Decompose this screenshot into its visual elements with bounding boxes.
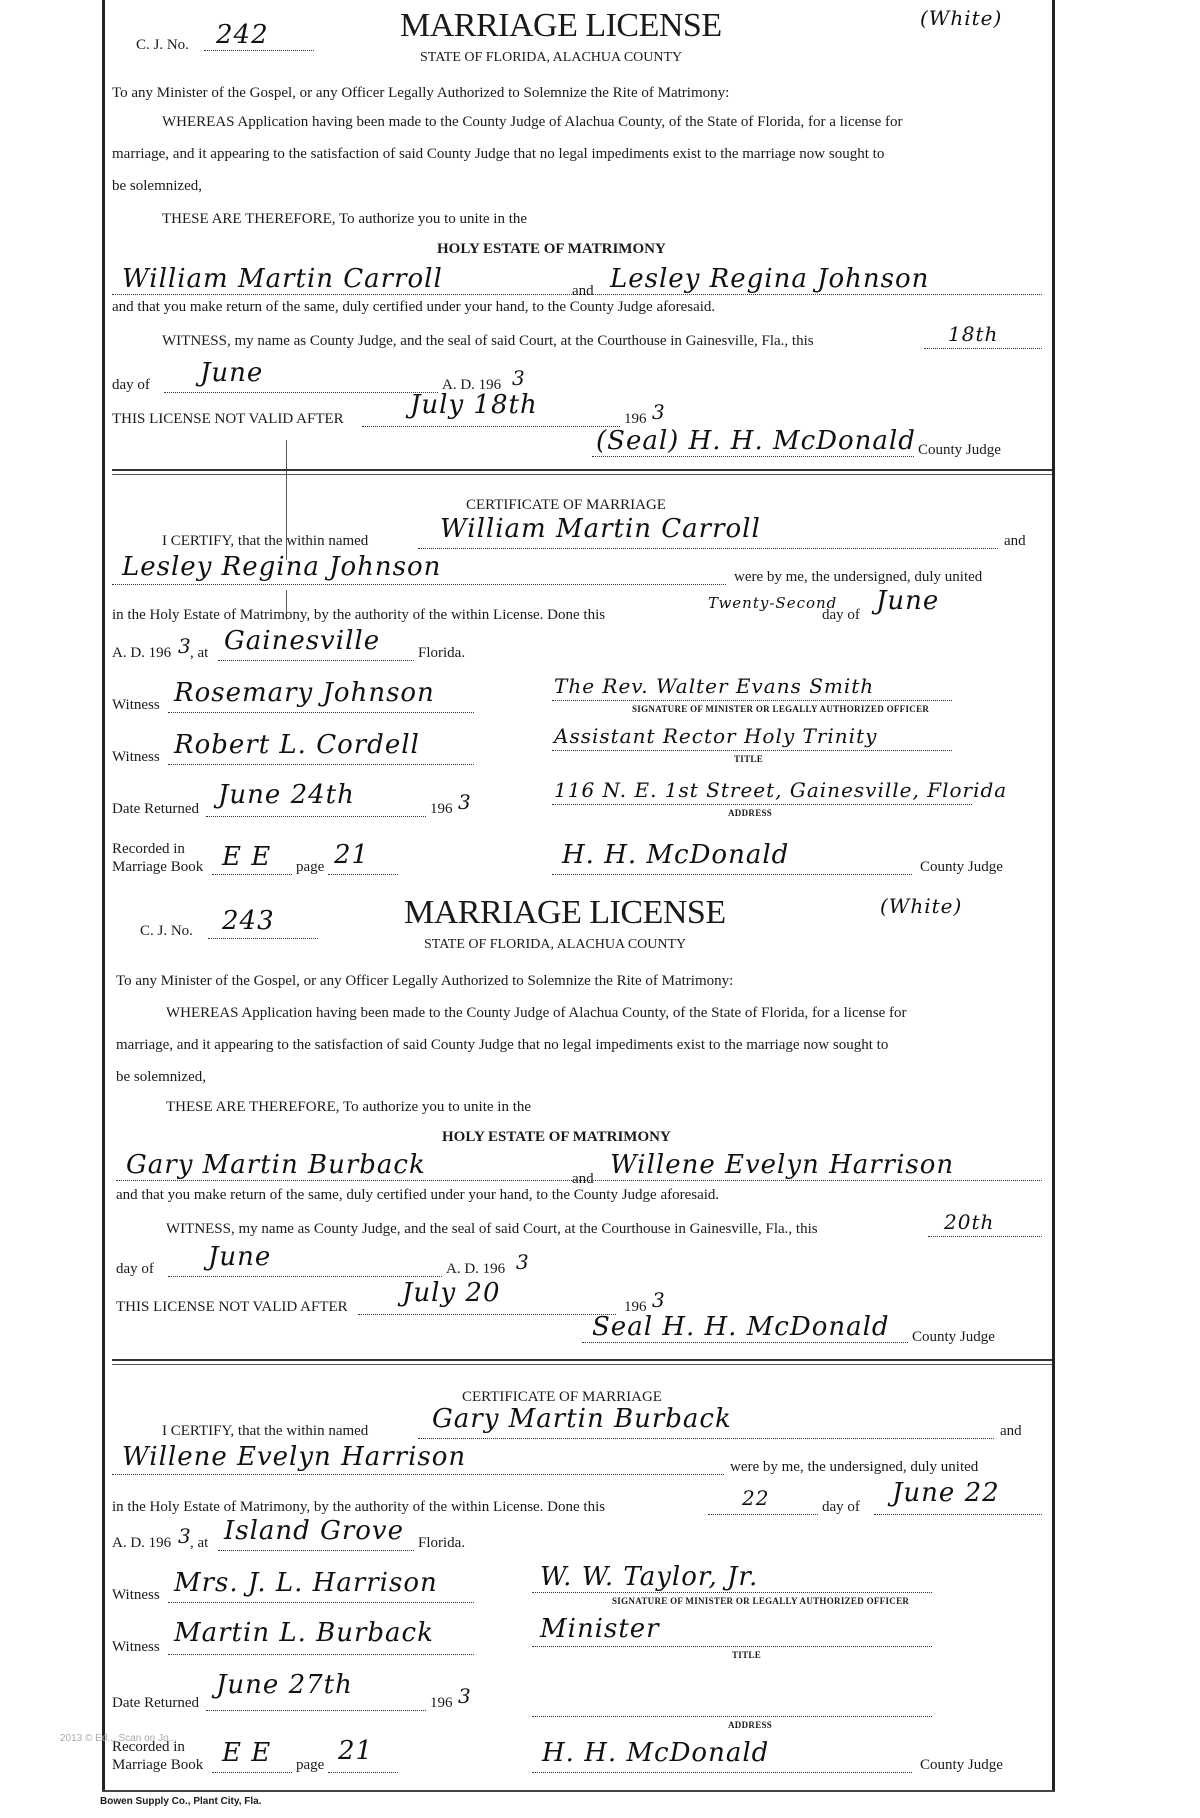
issue-day: 20th [944,1210,995,1234]
expiry-year-digit: 3 [652,1288,666,1312]
license-subtitle: STATE OF FLORIDA, ALACHUA COUNTY [420,50,683,65]
and-word: and [572,1171,594,1187]
blank-line [874,1514,1042,1515]
race-note: (White) [880,894,963,918]
whereas-line-1: WHEREAS Application having been made to the County Judge of Alachua County, of the State of Florida, for a license for [162,114,903,130]
book: E E [222,1738,272,1768]
witness-2: Robert L. Cordell [174,730,420,760]
date-returned: June 24th [218,780,355,810]
blank-line [204,50,314,51]
blank-line [206,1710,426,1711]
address-line: To any Minister of the Gospel, or any Officer Legally Authorized to Solemnize the Rite of Matrimony: [116,973,734,989]
cj-number: 243 [222,906,275,936]
officer-address: 116 N. E. 1st Street, Gainesville, Florida [554,778,1008,802]
blank-line [168,1654,474,1655]
ad-label: A. D. 196 [446,1261,506,1277]
and-word: and [1004,533,1026,549]
whereas-line-2: marriage, and it appearing to the satisfaction of said County Judge that no legal impediments exist to the marriage now sought to [116,1037,889,1053]
section-divider [112,1359,1052,1361]
county-judge-label: County Judge [912,1329,995,1345]
whereas-line-1: WHEREAS Application having been made to the County Judge of Alachua County, of the State of Florida, for a license for [166,1005,907,1021]
done-day: Twenty-Second [708,594,838,612]
county-judge-label: County Judge [918,442,1001,458]
date-returned: June 27th [216,1670,353,1700]
cj-number: 242 [216,20,269,50]
blank-line [532,1716,932,1717]
blank-line [532,1646,932,1647]
page-label: page [296,1757,325,1773]
done-day: 22 [742,1486,770,1510]
issue-day: 18th [948,322,999,346]
cj-label: C. J. No. [140,923,193,939]
county-judge-label: County Judge [920,859,1003,875]
officer-title: Assistant Rector Holy Trinity [554,724,878,748]
therefore-line: THESE ARE THEREFORE, To authorize you to unite in the [166,1099,532,1115]
blank-line [112,1474,724,1475]
issue-year-digit: 3 [512,366,526,390]
race-note: (White) [920,6,1003,30]
book: E E [222,842,272,872]
blank-line [218,1550,414,1551]
witness-label: Witness [112,1639,160,1655]
done-month: June [876,586,940,616]
witness-1: Mrs. J. L. Harrison [174,1568,438,1598]
holy-estate-heading: HOLY ESTATE OF MATRIMONY [442,1129,671,1145]
blank-line [164,392,438,393]
cert-groom-name: Gary Martin Burback [432,1404,732,1434]
year-prefix: 196 [624,411,647,427]
blank-line [112,584,726,585]
judge-signature: (Seal) H. H. McDonald [596,426,916,456]
title-caption: TITLE [732,1650,762,1660]
groom-name: Gary Martin Burback [126,1150,426,1180]
day-of-label: day of [112,377,150,393]
authority-line: in the Holy Estate of Matrimony, by the authority of the within License. Done this [112,607,606,623]
county-judge-label: County Judge [920,1757,1003,1773]
and-word: and [572,283,594,299]
ad-at-label: A. D. 196 [112,1535,172,1551]
certify-label: I CERTIFY, that the within named [162,1423,369,1439]
witness-label: Witness [112,749,160,765]
printer-footer: Bowen Supply Co., Plant City, Fla. [100,1796,262,1807]
blank-line [212,874,292,875]
page-number: 21 [338,1736,374,1766]
certificate-heading: CERTIFICATE OF MARRIAGE [462,1389,662,1405]
blank-line [418,548,998,549]
cert-groom-name: William Martin Carroll [440,514,761,544]
issue-month: June [208,1242,272,1272]
year-prefix: 196 [430,801,453,817]
year-digit: 3 [178,634,192,658]
judge-signature: H. H. McDonald [562,840,790,870]
judge-signature: Seal H. H. McDonald [592,1312,890,1342]
section-divider [112,474,1052,475]
blank-line [168,1602,474,1603]
certificate-of-marriage-243 [112,1370,1042,1780]
whereas-line-3: be solemnized, [112,178,202,194]
officer-signature: W. W. Taylor, Jr. [540,1562,759,1592]
certify-label: I CERTIFY, that the within named [162,533,369,549]
left-border [102,0,105,1790]
blank-line [168,712,474,713]
license-title: MARRIAGE LICENSE [400,7,722,44]
at-label: , at [190,1535,209,1551]
bride-name: Lesley Regina Johnson [610,264,930,294]
expiry-date: July 20 [402,1278,501,1308]
day-of-label: day of [822,607,860,623]
whereas-line-3: be solemnized, [116,1069,206,1085]
witness-clause: WITNESS, my name as County Judge, and the seal of said Court, at the Courthouse in Gainesville, Fla., this [166,1221,818,1237]
blank-line [208,938,318,939]
blank-line [168,1276,442,1277]
page-label: page [296,859,325,875]
ad-label: A. D. 196 [442,377,502,393]
officer-caption: SIGNATURE OF MINISTER OR LEGALLY AUTHORIZED OFFICER [632,704,930,714]
cert-bride-name: Lesley Regina Johnson [122,552,442,582]
judge-line [582,1342,908,1343]
blank-line [924,348,1042,349]
not-valid-label: THIS LICENSE NOT VALID AFTER [116,1299,348,1315]
at-label: , at [190,645,209,661]
blank-line [418,1438,994,1439]
blank-line [328,874,398,875]
address-line: To any Minister of the Gospel, or any Officer Legally Authorized to Solemnize the Rite of Matrimony: [112,85,730,101]
license-title: MARRIAGE LICENSE [404,894,726,931]
bottom-border [102,1790,1055,1792]
blank-line [206,816,426,817]
blank-line [532,1592,932,1593]
blank-line [212,1772,292,1773]
recorded-label-1: Recorded in [112,841,185,857]
witness-clause: WITNESS, my name as County Judge, and the seal of said Court, at the Courthouse in Gainesville, Fla., this [162,333,814,349]
blank-line [362,426,620,427]
blank-line [552,750,952,751]
blank-line [708,1514,818,1515]
certificate-of-marriage-242 [112,478,1042,878]
therefore-line: THESE ARE THEREFORE, To authorize you to unite in the [162,211,528,227]
groom-name: William Martin Carroll [122,264,443,294]
returned-year-digit: 3 [458,790,472,814]
blank-line [218,660,414,661]
whereas-line-2: marriage, and it appearing to the satisfaction of said County Judge that no legal impediments exist to the marriage now sought to [112,146,885,162]
return-line: and that you make return of the same, duly certified under your hand, to the County Judge aforesaid. [112,299,716,315]
year-prefix: 196 [624,1299,647,1315]
expiry-date: July 18th [410,390,538,420]
holy-estate-heading: HOLY ESTATE OF MATRIMONY [437,241,666,257]
officer-caption: SIGNATURE OF MINISTER OR LEGALLY AUTHORIZED OFFICER [612,1596,910,1606]
section-divider [112,469,1052,471]
blank-line [328,1772,398,1773]
return-line: and that you make return of the same, duly certified under your hand, to the County Judge aforesaid. [116,1187,720,1203]
florida-label: Florida. [418,1535,466,1551]
license-subtitle: STATE OF FLORIDA, ALACHUA COUNTY [424,937,687,952]
marriage-license-243 [112,888,1042,1345]
done-month: June 22 [892,1478,1000,1508]
blank-line [168,764,474,765]
year-prefix: 196 [430,1695,453,1711]
place: Gainesville [224,626,381,656]
page-number: 21 [334,840,370,870]
witness-label: Witness [112,1587,160,1603]
judge-line [532,1772,912,1773]
date-returned-label: Date Returned [112,801,200,817]
title-caption: TITLE [734,754,764,764]
officer-signature: The Rev. Walter Evans Smith [554,674,875,698]
certificate-heading: CERTIFICATE OF MARRIAGE [466,497,666,513]
officer-title: Minister [540,1614,660,1644]
united-label: were by me, the undersigned, duly united [734,569,983,585]
judge-line [552,874,912,875]
recorded-label-1: Recorded in [112,1739,185,1755]
expiry-year-digit: 3 [652,400,666,424]
marriage-license-242 [112,0,1042,458]
place: Island Grove [224,1516,405,1546]
ad-at-label: A. D. 196 [112,645,172,661]
judge-signature: H. H. McDonald [542,1738,770,1768]
cert-bride-name: Willene Evelyn Harrison [122,1442,467,1472]
blank-line [358,1314,616,1315]
cj-label: C. J. No. [136,37,189,53]
blank-line [552,700,952,701]
right-border [1052,0,1055,1790]
and-word: and [1000,1423,1022,1439]
judge-line [592,456,914,457]
issue-month: June [200,358,264,388]
blank-line [928,1236,1042,1237]
day-of-label: day of [116,1261,154,1277]
date-returned-label: Date Returned [112,1695,200,1711]
authority-line: in the Holy Estate of Matrimony, by the authority of the within License. Done this [112,1499,606,1515]
witness-2: Martin L. Burback [174,1618,434,1648]
day-of-label: day of [822,1499,860,1515]
florida-label: Florida. [418,645,466,661]
witness-1: Rosemary Johnson [174,678,435,708]
section-divider [112,1364,1052,1365]
not-valid-label: THIS LICENSE NOT VALID AFTER [112,411,344,427]
blank-line [552,804,972,805]
issue-year-digit: 3 [516,1250,530,1274]
address-caption: ADDRESS [728,808,773,818]
recorded-label-2: Marriage Book [112,859,204,875]
watermark: 2013 © Ed... Scan on Jo... [60,1733,177,1744]
united-label: were by me, the undersigned, duly united [730,1459,979,1475]
year-digit: 3 [178,1524,192,1548]
returned-year-digit: 3 [458,1684,472,1708]
bride-name: Willene Evelyn Harrison [610,1150,955,1180]
witness-label: Witness [112,697,160,713]
address-caption: ADDRESS [728,1720,773,1730]
recorded-label-2: Marriage Book [112,1757,204,1773]
